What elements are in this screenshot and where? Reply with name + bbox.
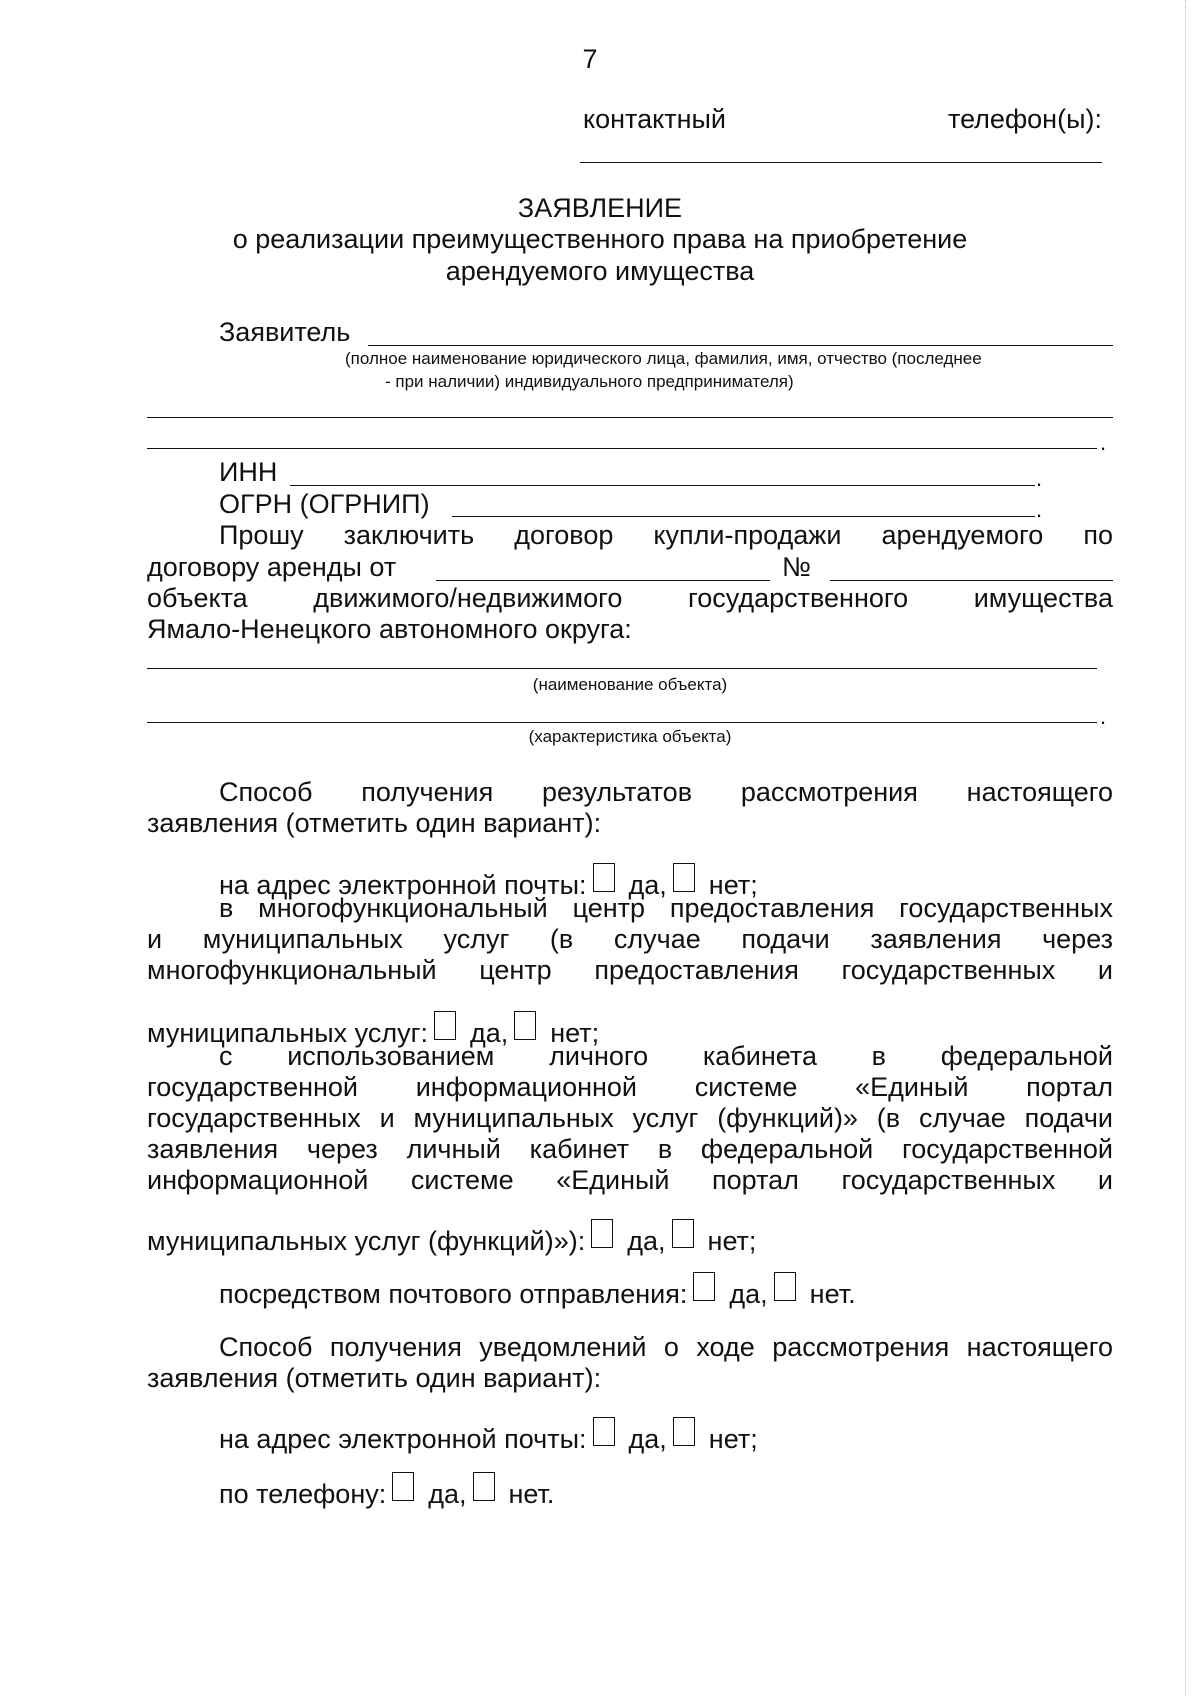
notices-intro-line-2: заявления (отметить один вариант): [147, 1363, 602, 1393]
applicant-label: Заявитель [219, 317, 351, 347]
applicant-field-line-2[interactable] [147, 417, 1113, 418]
results-email-yes-checkbox[interactable] [593, 863, 615, 892]
page-number: 7 [582, 44, 598, 74]
no-label: нет; [708, 1424, 758, 1454]
yes-label: да, [627, 1226, 666, 1256]
results-post-row [219, 1272, 856, 1310]
inn-label: ИНН [219, 457, 278, 487]
results-epgu-no-checkbox[interactable] [672, 1219, 694, 1248]
notices-phone-row [219, 1472, 554, 1510]
no-label: нет; [707, 1226, 757, 1256]
results-post-label: посредством почтового отправления: [219, 1279, 688, 1309]
request-line-1: Прошу заключить договор купли-продажи арендуемого по [219, 520, 1113, 550]
yes-label: да, [628, 870, 667, 900]
contact-label: контактный [583, 104, 727, 134]
no-label: нет; [708, 870, 758, 900]
no-label: нет; [550, 1018, 600, 1048]
request-line-3: объекта движимого/недвижимого государственного имущества [147, 583, 1113, 613]
yes-label: да, [428, 1479, 467, 1509]
lease-date-label: договору аренды от [147, 552, 397, 582]
phone-field[interactable] [580, 162, 1102, 163]
results-epgu-line-1: с использованием личного кабинета в федеральной [219, 1041, 1113, 1071]
ogrn-label: ОГРН (ОГРНИП) [219, 489, 430, 519]
applicant-field-line-3[interactable] [147, 448, 1097, 449]
results-mfc-line-2: и муниципальных услуг (в случае подачи заявления через [147, 924, 1113, 954]
results-post-yes-checkbox[interactable] [693, 1272, 715, 1301]
line-end-dot: . [1100, 430, 1107, 455]
notices-phone-yes-checkbox[interactable] [392, 1472, 414, 1501]
results-mfc-line-3: многофункциональный центр предоставления государственных и [147, 955, 1113, 985]
applicant-hint-line-1: (полное наименование юридического лица, фамилия, имя, отчество (последнее [345, 349, 982, 368]
yes-label: да, [469, 1018, 509, 1048]
results-epgu-line-2: государственной информационной системе «Единый портал [147, 1072, 1113, 1102]
results-mfc-line-1: в многофункциональный центр предоставления государственных [219, 893, 1113, 923]
object-characteristic-hint: (характеристика объекта) [528, 727, 732, 746]
notices-intro-line-1: Способ получения уведомлений о ходе рассмотрения настоящего [219, 1332, 1113, 1362]
object-name-hint: (наименование объекта) [532, 675, 728, 694]
lease-date-field[interactable] [436, 580, 770, 581]
no-label: нет. [809, 1279, 856, 1309]
lease-number-label: № [782, 552, 811, 582]
results-intro-line-2: заявления (отметить один вариант): [147, 808, 602, 838]
results-epgu-yes-checkbox[interactable] [591, 1219, 613, 1248]
inn-field[interactable] [290, 485, 1035, 486]
applicant-field[interactable] [368, 345, 1113, 346]
results-intro-line-1: Способ получения результатов рассмотрения настоящего [219, 777, 1113, 807]
notices-email-no-checkbox[interactable] [673, 1417, 695, 1446]
results-email-no-checkbox[interactable] [673, 863, 695, 892]
notices-email-label: на адрес электронной почты: [219, 1424, 587, 1454]
document-subtitle-line-2: арендуемого имущества [445, 256, 755, 286]
applicant-hint-line-2: - при наличии) индивидуального предпринимателя) [385, 372, 794, 391]
characteristic-end-dot: . [1100, 704, 1107, 729]
results-epgu-label: муниципальных услуг (функций)»): [147, 1226, 586, 1256]
results-mfc-no-checkbox[interactable] [514, 1011, 536, 1040]
results-epgu-line-5: информационной системе «Единый портал государственных и [147, 1165, 1113, 1195]
results-mfc-yes-checkbox[interactable] [434, 1011, 456, 1040]
results-epgu-row [147, 1219, 756, 1257]
object-characteristic-field[interactable] [147, 722, 1097, 723]
yes-label: да, [729, 1279, 768, 1309]
results-epgu-line-4: заявления через личный кабинет в федеральной государственной [147, 1134, 1113, 1164]
request-line-4: Ямало-Ненецкого автономного округа: [147, 614, 632, 644]
lease-number-field[interactable] [830, 580, 1113, 581]
phone-label: телефон(ы): [948, 104, 1102, 134]
notices-email-row [219, 1417, 758, 1455]
document-title: ЗАЯВЛЕНИЕ [517, 193, 683, 223]
notices-phone-label: по телефону: [219, 1479, 387, 1509]
notices-email-yes-checkbox[interactable] [593, 1417, 615, 1446]
ogrn-field[interactable] [452, 516, 1035, 517]
ogrn-end-dot: . [1036, 497, 1043, 522]
notices-phone-no-checkbox[interactable] [473, 1472, 495, 1501]
document-subtitle-line-1: о реализации преимущественного права на приобретение [232, 224, 968, 254]
results-epgu-line-3: государственных и муниципальных услуг (функций)» (в случае подачи [147, 1103, 1113, 1133]
inn-end-dot: . [1036, 466, 1043, 491]
yes-label: да, [628, 1424, 667, 1454]
object-name-field[interactable] [147, 668, 1097, 669]
results-email-label: на адрес электронной почты: [219, 870, 587, 900]
no-label: нет. [508, 1479, 555, 1509]
results-post-no-checkbox[interactable] [774, 1272, 796, 1301]
results-mfc-label: муниципальных услуг: [147, 1018, 428, 1048]
